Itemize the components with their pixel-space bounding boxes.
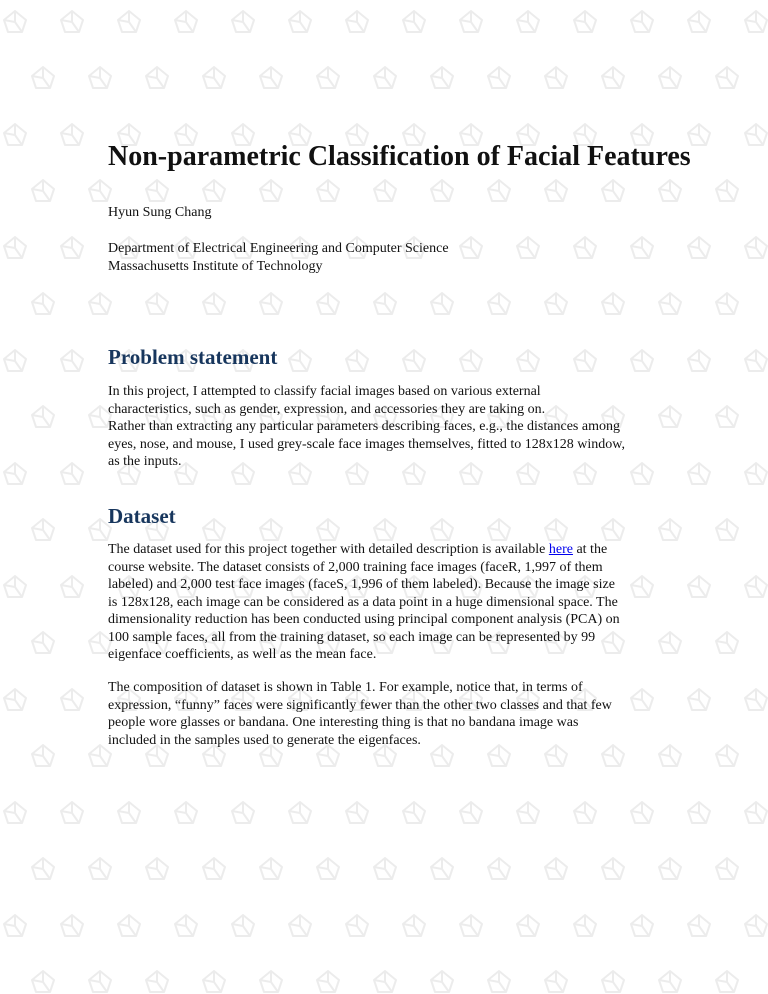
paragraph-line: characteristics, such as gender, expression, and accessories they are taking on. [108, 401, 546, 417]
paragraph-line [108, 541, 668, 559]
paragraph-line: expression, “funny” faces were significantly fewer than the other two classes and that few [108, 697, 612, 713]
problem-statement-heading: Problem statement [108, 345, 278, 369]
line-text: at the [572, 542, 608, 557]
affiliation-line: Massachusetts Institute of Technology [108, 259, 323, 274]
paragraph-line: included in the samples used to generate the eigenfaces. [108, 732, 421, 748]
paragraph-line: The composition of dataset is shown in Table 1. For example, notice that, in terms of [108, 680, 583, 695]
paragraph-line: Rather than extracting any particular parameters describing faces, e.g., the distances among [108, 419, 620, 434]
dataset-paragraph-2 [108, 679, 668, 749]
paragraph-line: dimensionality reduction has been conducted using principal component analysis (PCA) on [108, 612, 620, 627]
problem-statement-paragraph [108, 383, 668, 471]
author-name: Hyun Sung Chang [108, 205, 212, 220]
dataset-paragraph-1 [108, 541, 668, 664]
paragraph-line: as the inputs. [108, 454, 182, 469]
dataset-link[interactable]: here [548, 542, 573, 557]
paragraph-line: people wore glasses or bandana. One interesting thing is that no bandana image was [108, 715, 579, 730]
paragraph-line: labeled) and 2,000 test face images (faceS, 1,996 of them labeled). Because the image size [108, 577, 615, 592]
document-title: Non-parametric Classification of Facial Features [108, 141, 691, 172]
paragraph-line: is 128x128, each image can be considered as a data point in a huge dimensional space. The [108, 594, 618, 610]
line-text: The dataset used for this project together with detailed description is available [108, 542, 549, 557]
paragraph-line: course website. The dataset consists of 2,000 training face images (faceR, 1,997 of them [108, 559, 603, 575]
paragraph-line: eigenface coefficients, as well as the mean face. [108, 647, 377, 662]
affiliation-line: Department of Electrical Engineering and Computer Science [108, 241, 449, 256]
paragraph-line: In this project, I attempted to classify facial images based on various external [108, 384, 541, 399]
paragraph-line: 100 sample faces, all from the training dataset, so each image can be represented by 99 [108, 629, 596, 645]
paragraph-line: eyes, nose, and mouse, I used grey-scale face images themselves, fitted to 128x128 window, [108, 436, 625, 452]
author-affiliation [108, 240, 449, 276]
dataset-heading: Dataset [108, 504, 176, 528]
